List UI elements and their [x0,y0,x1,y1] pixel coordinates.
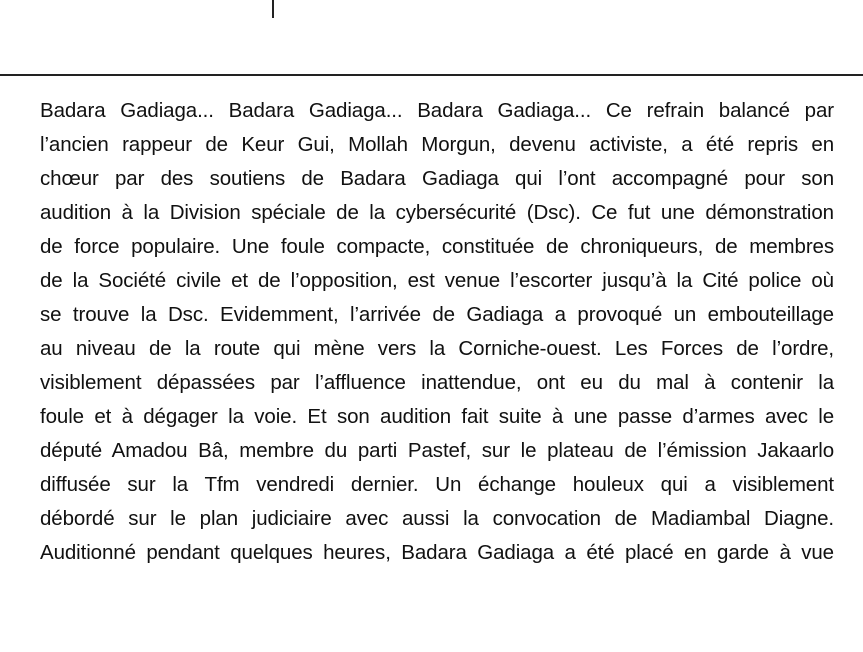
article-line: député Amadou Bâ, membre du parti Pastef, sur le plateau de l’émission Jakaarlo [40,439,834,462]
article-line: Badara Gadiaga... Badara Gadiaga... Badara Gadiaga... Ce refrain balancé par [40,99,834,122]
article-line: Auditionné pendant quelques heures, Badara Gadiaga a été placé en garde à vue [40,541,834,564]
article-line: diffusée sur la Tfm vendredi dernier. Un échange houleux qui a visiblement [40,473,834,496]
article-line: visiblement dépassées par l’affluence inattendue, ont eu du mal à contenir la [40,371,834,394]
column-marker [272,0,274,18]
article-line: au niveau de la route qui mène vers la Corniche-ouest. Les Forces de l’ordre, [40,337,834,360]
article-line: débordé sur le plan judiciaire avec aussi la convocation de Madiambal Diagne. [40,507,834,530]
article-line: de force populaire. Une foule compacte, constituée de chroniqueurs, de membres [40,235,834,258]
article-line: se trouve la Dsc. Evidemment, l’arrivée de Gadiaga a provoqué un embouteillage [40,303,834,326]
article-line: chœur par des soutiens de Badara Gadiaga qui l’ont accompagné pour son [40,167,834,190]
article-body [40,94,834,570]
article-line: foule et à dégager la voie. Et son audition fait suite à une passe d’armes avec le [40,405,834,428]
article-line: l’ancien rappeur de Keur Gui, Mollah Morgun, devenu activiste, a été repris en [40,133,834,156]
article-line: audition à la Division spéciale de la cybersécurité (Dsc). Ce fut une démonstration [40,201,834,224]
horizontal-rule [0,74,863,76]
article-line: de la Société civile et de l’opposition, est venue l’escorter jusqu’à la Cité police où [40,269,834,292]
